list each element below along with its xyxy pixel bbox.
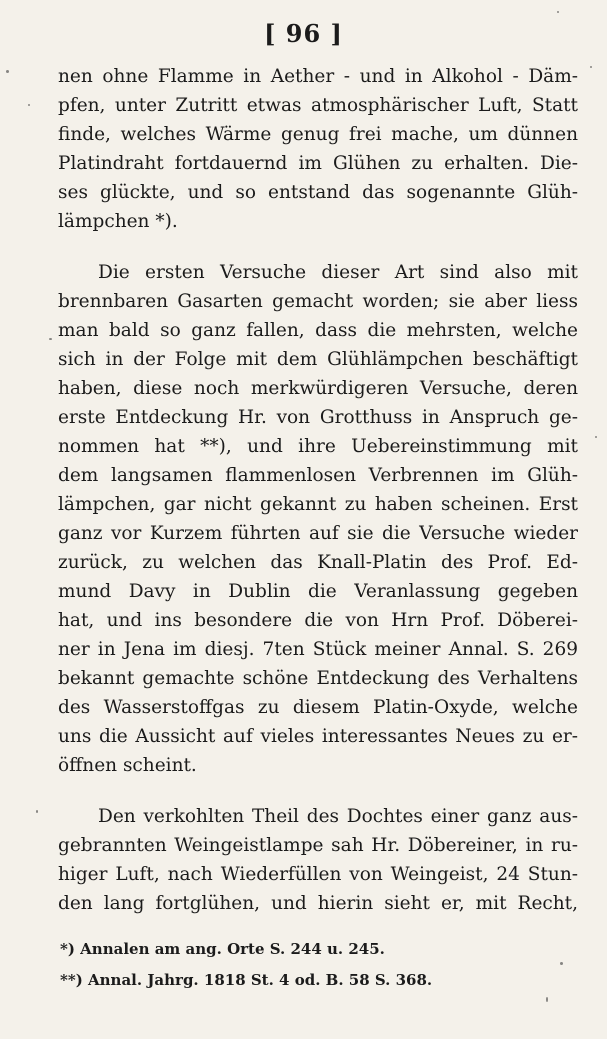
text-line: sich in der Folge mit dem Glühlämpchen beschäftigt (58, 349, 578, 370)
text-line: finde, welches Wärme genug frei mache, um dünnen (58, 124, 578, 145)
scan-speck (546, 997, 548, 1002)
scan-speck (560, 962, 563, 965)
text-line: dem langsamen flammenlosen Verbrennen im Glüh- (58, 465, 578, 486)
text-line: bekannt gemachte schöne Entdeckung des Verhaltens (58, 668, 578, 689)
scan-speck (36, 810, 38, 813)
body-text (58, 62, 578, 918)
text-line: Die ersten Versuche dieser Art sind also mit (98, 262, 578, 283)
scan-speck (49, 338, 52, 340)
footnote-1: *) Annalen am ang. Orte S. 244 u. 245. (60, 940, 385, 958)
text-line: haben, diese noch merkwürdigeren Versuche, deren (58, 378, 578, 399)
paragraph-spacer (58, 780, 578, 802)
text-line: brennbaren Gasarten gemacht worden; sie aber liess (58, 291, 578, 312)
paragraph-3 (58, 802, 578, 918)
text-line: erste Entdeckung Hr. von Grotthuss in Anspruch ge- (58, 407, 578, 428)
paragraph-1 (58, 62, 578, 236)
text-line: ner in Jena im diesj. 7ten Stück meiner Annal. S. 269 (58, 639, 578, 660)
text-line: uns die Aussicht auf vieles interessantes Neues zu er- (58, 726, 578, 747)
footnotes (60, 934, 580, 996)
text-line: lämpchen *). (58, 211, 178, 232)
paragraph-2 (58, 258, 578, 780)
text-line: des Wasserstoffgas zu diesem Platin-Oxyde, welche (58, 697, 578, 718)
paragraph-spacer (58, 236, 578, 258)
text-line: mund Davy in Dublin die Veranlassung gegeben (58, 581, 578, 602)
page-number: [ 96 ] (264, 19, 343, 48)
text-line: higer Luft, nach Wiederfüllen von Weingeist, 24 Stun- (58, 864, 578, 885)
text-line: nommen hat **), und ihre Uebereinstimmung mit (58, 436, 578, 457)
text-line: den lang fortglühen, und hierin sieht er, mit Recht, (58, 893, 578, 914)
text-line: zurück, zu welchen das Knall-Platin des Prof. Ed- (58, 552, 578, 573)
scan-speck (557, 11, 559, 13)
scan-speck (28, 104, 30, 106)
text-line: man bald so ganz fallen, dass die mehrsten, welche (58, 320, 578, 341)
text-line: ganz vor Kurzem führten auf sie die Versuche wieder (58, 523, 578, 544)
scan-speck (590, 66, 592, 68)
text-line: lämpchen, gar nicht gekannt zu haben scheinen. Erst (58, 494, 578, 515)
footnote-2: **) Annal. Jahrg. 1818 St. 4 od. B. 58 S. 368. (60, 971, 433, 989)
text-line: Den verkohlten Theil des Dochtes einer ganz aus- (98, 806, 578, 827)
scan-speck (6, 70, 9, 73)
text-line: ses glückte, und so entstand das sogenannte Glüh- (58, 182, 578, 203)
text-line: pfen, unter Zutritt etwas atmosphärischer Luft, Statt (58, 95, 578, 116)
text-line: gebrannten Weingeistlampe sah Hr. Döbereiner, in ru- (58, 835, 578, 856)
scan-speck (595, 436, 597, 438)
text-line: Platindraht fortdauernd im Glühen zu erhalten. Die- (58, 153, 578, 174)
text-line: hat, und ins besondere die von Hrn Prof. Döberei- (58, 610, 578, 631)
text-line: öffnen scheint. (58, 755, 197, 776)
text-line: nen ohne Flamme in Aether - und in Alkohol - Däm- (58, 66, 578, 87)
